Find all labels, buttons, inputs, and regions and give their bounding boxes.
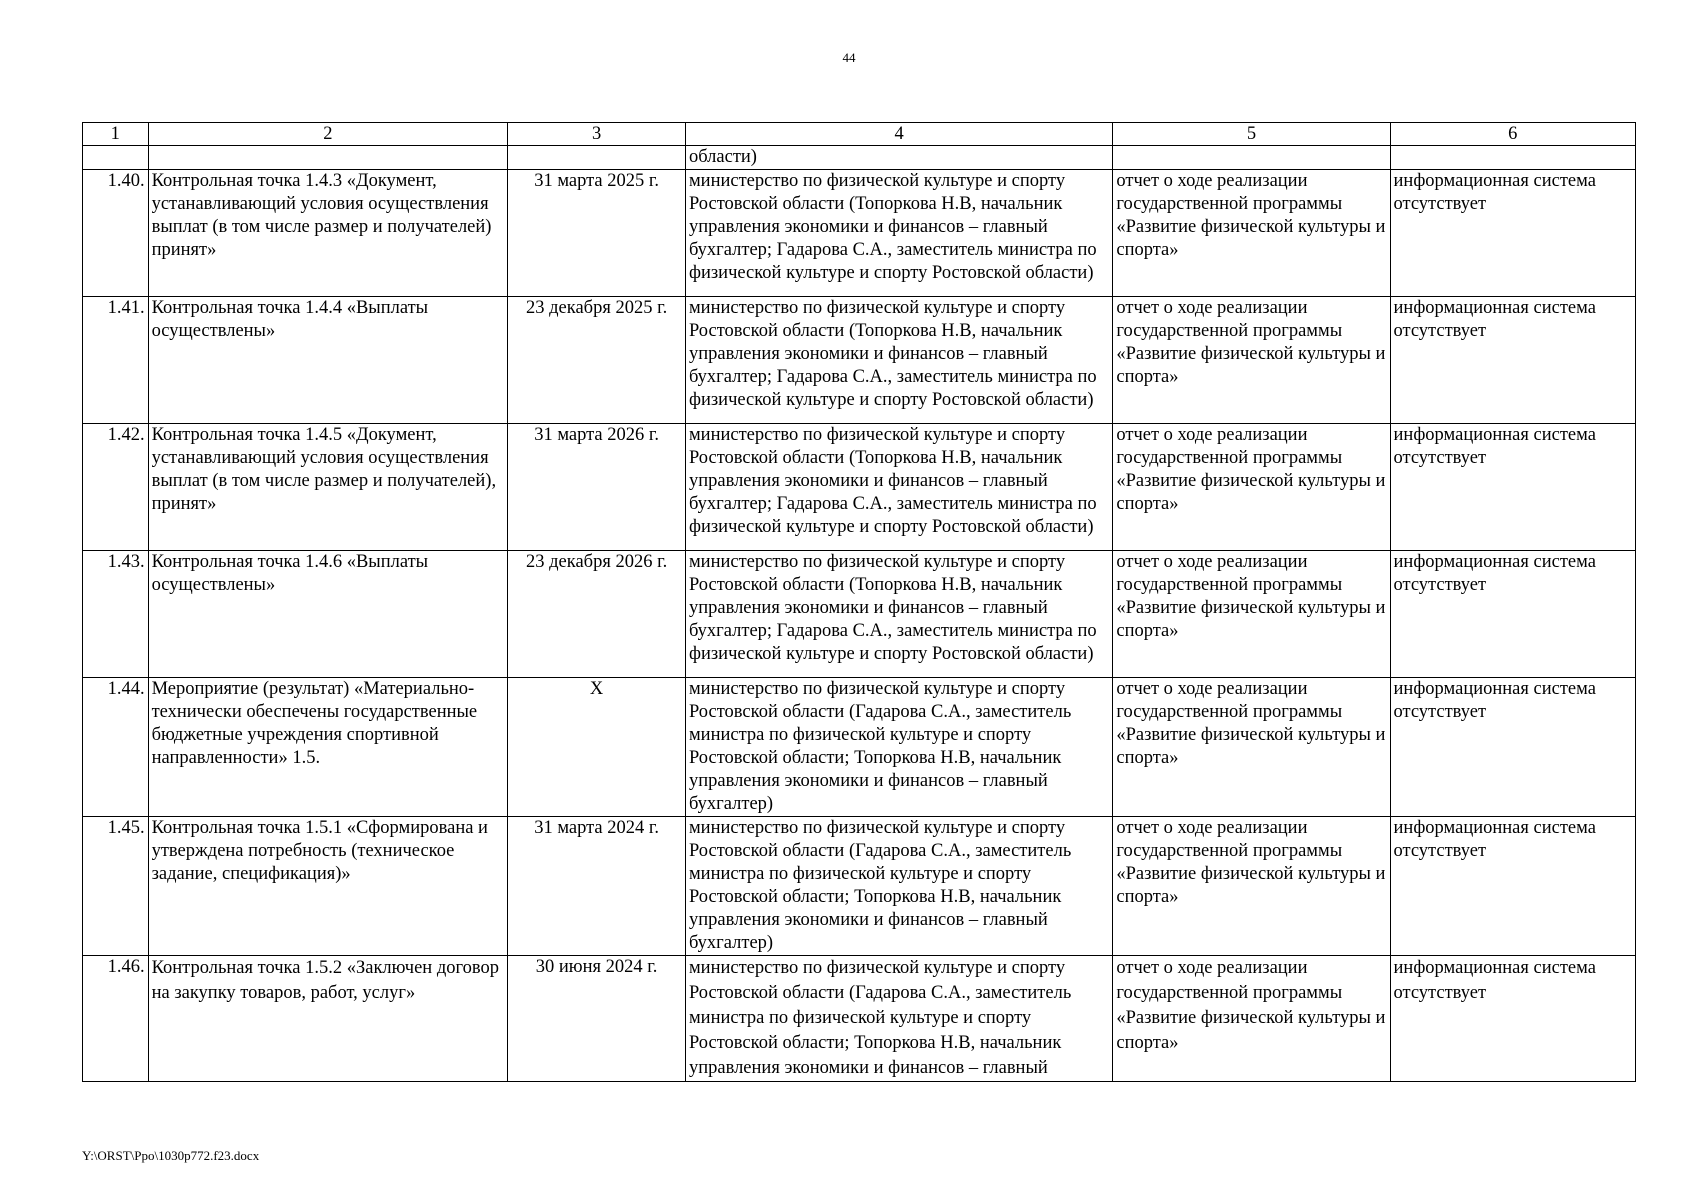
cell-empty — [508, 146, 686, 170]
document-cell: отчет о ходе реализации государственной программы «Развитие физической культуры и спорта» — [1113, 170, 1390, 297]
responsible-cell: министерство по физической культуре и спорту Ростовской области (Топоркова Н.В, начальник управления экономики и финансов – главный бухгалтер; Гадарова С.А., заместитель министра по физической культуре и спорту Ростовской области) — [685, 297, 1112, 424]
event-name-cell: Контрольная точка 1.5.2 «Заключен договор на закупку товаров, работ, услуг» — [148, 956, 508, 1082]
responsible-cell: министерство по физической культуре и спорту Ростовской области (Гадарова С.А., заместитель министра по физической культуре и спорту Ростовской области; Топоркова Н.В, начальник управления экономики и финансов – главный — [685, 956, 1112, 1082]
responsible-cell: министерство по физической культуре и спорту Ростовской области (Топоркова Н.В, начальник управления экономики и финансов – главный бухгалтер; Гадарова С.А., заместитель министра по физической культуре и спорту Ростовской области) — [685, 551, 1112, 678]
table-row — [83, 956, 1636, 1082]
row-number: 1.42. — [83, 424, 149, 551]
table-row — [83, 678, 1636, 817]
document-cell: отчет о ходе реализации государственной программы «Развитие физической культуры и спорта» — [1113, 424, 1390, 551]
responsible-cell: министерство по физической культуре и спорту Ростовской области (Топоркова Н.В, начальник управления экономики и финансов – главный бухгалтер; Гадарова С.А., заместитель министра по физической культуре и спорту Ростовской области) — [685, 424, 1112, 551]
page-number: 44 — [842, 50, 856, 65]
document-cell: отчет о ходе реализации государственной программы «Развитие физической культуры и спорта» — [1113, 956, 1390, 1082]
event-name-cell: Контрольная точка 1.5.1 «Сформирована и утверждена потребность (техническое задание, спецификация)» — [148, 817, 508, 956]
responsible-cell: области) — [685, 146, 1112, 170]
cell-empty — [1390, 146, 1635, 170]
cell-empty — [148, 146, 508, 170]
column-number: 1 — [83, 123, 149, 146]
column-number: 5 — [1113, 123, 1390, 146]
responsible-cell: министерство по физической культуре и спорту Ростовской области (Гадарова С.А., заместитель министра по физической культуре и спорту Ростовской области; Топоркова Н.В, начальник управления экономики и финансов – главный бухгалтер) — [685, 678, 1112, 817]
column-number: 4 — [685, 123, 1112, 146]
column-number: 2 — [148, 123, 508, 146]
document-cell: отчет о ходе реализации государственной программы «Развитие физической культуры и спорта» — [1113, 551, 1390, 678]
responsible-cell: министерство по физической культуре и спорту Ростовской области (Топоркова Н.В, начальник управления экономики и финансов – главный бухгалтер; Гадарова С.А., заместитель министра по физической культуре и спорту Ростовской области) — [685, 170, 1112, 297]
date-cell: 23 декабря 2025 г. — [508, 297, 686, 424]
column-number-row — [83, 123, 1636, 146]
event-name-cell: Мероприятие (результат) «Материально-технически обеспечены государственные бюджетные учреждения спортивной направленности» 1.5. — [148, 678, 508, 817]
date-cell: Х — [508, 678, 686, 817]
table-row — [83, 170, 1636, 297]
continuation-row — [83, 146, 1636, 170]
row-number: 1.46. — [83, 956, 149, 1082]
cell-empty — [83, 146, 149, 170]
document-cell: отчет о ходе реализации государственной программы «Развитие физической культуры и спорта» — [1113, 678, 1390, 817]
info-system-cell: информационная система отсутствует — [1390, 956, 1635, 1082]
column-number: 6 — [1390, 123, 1635, 146]
cell-empty — [1113, 146, 1390, 170]
row-number: 1.40. — [83, 170, 149, 297]
document-cell: отчет о ходе реализации государственной программы «Развитие физической культуры и спорта» — [1113, 297, 1390, 424]
info-system-cell: информационная система отсутствует — [1390, 678, 1635, 817]
table-row — [83, 424, 1636, 551]
info-system-cell: информационная система отсутствует — [1390, 170, 1635, 297]
row-number: 1.45. — [83, 817, 149, 956]
responsible-cell: министерство по физической культуре и спорту Ростовской области (Гадарова С.А., заместитель министра по физической культуре и спорту Ростовской области; Топоркова Н.В, начальник управления экономики и финансов – главный бухгалтер) — [685, 817, 1112, 956]
plan-table — [82, 122, 1636, 1082]
date-cell: 31 марта 2026 г. — [508, 424, 686, 551]
row-number: 1.44. — [83, 678, 149, 817]
event-name-cell: Контрольная точка 1.4.5 «Документ, устанавливающий условия осуществления выплат (в том числе размер и получателей), принят» — [148, 424, 508, 551]
table-row — [83, 551, 1636, 678]
date-cell: 23 декабря 2026 г. — [508, 551, 686, 678]
info-system-cell: информационная система отсутствует — [1390, 297, 1635, 424]
info-system-cell: информационная система отсутствует — [1390, 817, 1635, 956]
info-system-cell: информационная система отсутствует — [1390, 424, 1635, 551]
row-number: 1.41. — [83, 297, 149, 424]
event-name-cell: Контрольная точка 1.4.4 «Выплаты осуществлены» — [148, 297, 508, 424]
file-path-footer: Y:\ORST\Ppo\1030p772.f23.docx — [82, 1148, 260, 1163]
column-number: 3 — [508, 123, 686, 146]
event-name-cell: Контрольная точка 1.4.6 «Выплаты осуществлены» — [148, 551, 508, 678]
row-number: 1.43. — [83, 551, 149, 678]
document-cell: отчет о ходе реализации государственной программы «Развитие физической культуры и спорта» — [1113, 817, 1390, 956]
event-name-cell: Контрольная точка 1.4.3 «Документ, устанавливающий условия осуществления выплат (в том числе размер и получателей) принят» — [148, 170, 508, 297]
date-cell: 30 июня 2024 г. — [508, 956, 686, 1082]
date-cell: 31 марта 2025 г. — [508, 170, 686, 297]
date-cell: 31 марта 2024 г. — [508, 817, 686, 956]
table-row — [83, 297, 1636, 424]
info-system-cell: информационная система отсутствует — [1390, 551, 1635, 678]
table-row — [83, 817, 1636, 956]
